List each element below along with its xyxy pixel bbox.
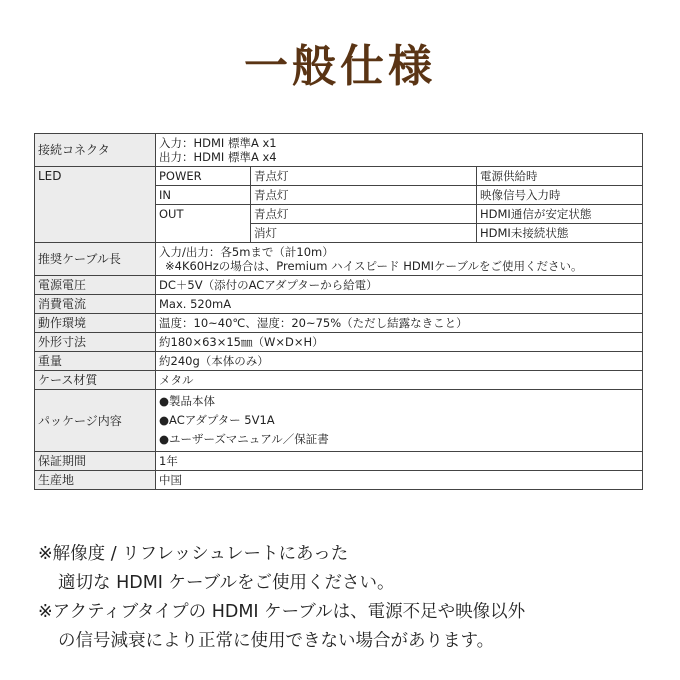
led-port: IN — [156, 186, 251, 205]
page-title: 一般仕様 — [244, 41, 436, 92]
spec-value — [156, 134, 643, 167]
table-row — [35, 276, 643, 295]
spec-value: 約240g（本体のみ） — [156, 352, 643, 371]
spec-label: 接続コネクタ — [35, 134, 156, 167]
spec-value: 1年 — [156, 452, 643, 471]
table-row — [35, 471, 643, 490]
package-item: ●製品本体 — [159, 394, 216, 408]
spec-value-line: 入力/出力：各5mまで（計10m） — [159, 245, 334, 259]
note-line: の信号減衰により正常に使用できない場合があります。 — [58, 631, 495, 651]
led-port: POWER — [156, 167, 251, 186]
spec-value-line: 出力：HDMI 標準A x4 — [159, 150, 277, 164]
table-row — [35, 333, 643, 352]
spec-value: 約180×63×15㎜（W×D×H） — [156, 333, 643, 352]
led-meaning: HDMI未接続状態 — [477, 224, 643, 243]
led-meaning: 映像信号入力時 — [477, 186, 643, 205]
spec-label: 外形寸法 — [35, 333, 156, 352]
led-meaning: HDMI通信が安定状態 — [477, 205, 643, 224]
led-port: OUT — [156, 205, 251, 243]
table-row — [35, 243, 643, 276]
spec-value: DC＋5V（添付のACアダプターから給電） — [156, 276, 643, 295]
spec-value: 温度：10~40℃、湿度：20~75%（ただし結露なきこと） — [156, 314, 643, 333]
spec-value: メタル — [156, 371, 643, 390]
spec-table — [34, 133, 643, 490]
spec-label: 重量 — [35, 352, 156, 371]
notes — [38, 540, 648, 656]
table-row — [35, 167, 643, 186]
spec-value-note: ※4K60Hzの場合は、Premium ハイスピード HDMIケーブルをご使用ください。 — [165, 259, 583, 273]
spec-label: 推奨ケーブル長 — [35, 243, 156, 276]
note-line: ※解像度 / リフレッシュレートにあった — [38, 544, 349, 564]
spec-value — [156, 390, 643, 452]
spec-label: 消費電流 — [35, 295, 156, 314]
table-row — [35, 371, 643, 390]
note-line: 適切な HDMI ケーブルをご使用ください。 — [58, 573, 395, 593]
table-row — [35, 390, 643, 452]
spec-value: 中国 — [156, 471, 643, 490]
spec-label: LED — [35, 167, 156, 243]
table-row — [35, 134, 643, 167]
spec-value — [156, 243, 643, 276]
package-item: ●ユーザーズマニュアル／保証書 — [159, 432, 329, 446]
led-meaning: 電源供給時 — [477, 167, 643, 186]
spec-label: 保証期間 — [35, 452, 156, 471]
table-row — [35, 314, 643, 333]
spec-label: 生産地 — [35, 471, 156, 490]
spec-label: ケース材質 — [35, 371, 156, 390]
spec-label: 電源電圧 — [35, 276, 156, 295]
led-state: 青点灯 — [251, 205, 477, 224]
spec-label: パッケージ内容 — [35, 390, 156, 452]
spec-value-line: 入力：HDMI 標準A x1 — [159, 136, 277, 150]
spec-label: 動作環境 — [35, 314, 156, 333]
note-line: ※アクティブタイプの HDMI ケーブルは、電源不足や映像以外 — [38, 602, 526, 622]
table-row — [35, 452, 643, 471]
led-state: 青点灯 — [251, 167, 477, 186]
led-state: 消灯 — [251, 224, 477, 243]
package-item: ●ACアダプター 5V1A — [159, 413, 275, 427]
table-row — [35, 352, 643, 371]
table-row — [35, 295, 643, 314]
spec-value: Max. 520mA — [156, 295, 643, 314]
led-state: 青点灯 — [251, 186, 477, 205]
